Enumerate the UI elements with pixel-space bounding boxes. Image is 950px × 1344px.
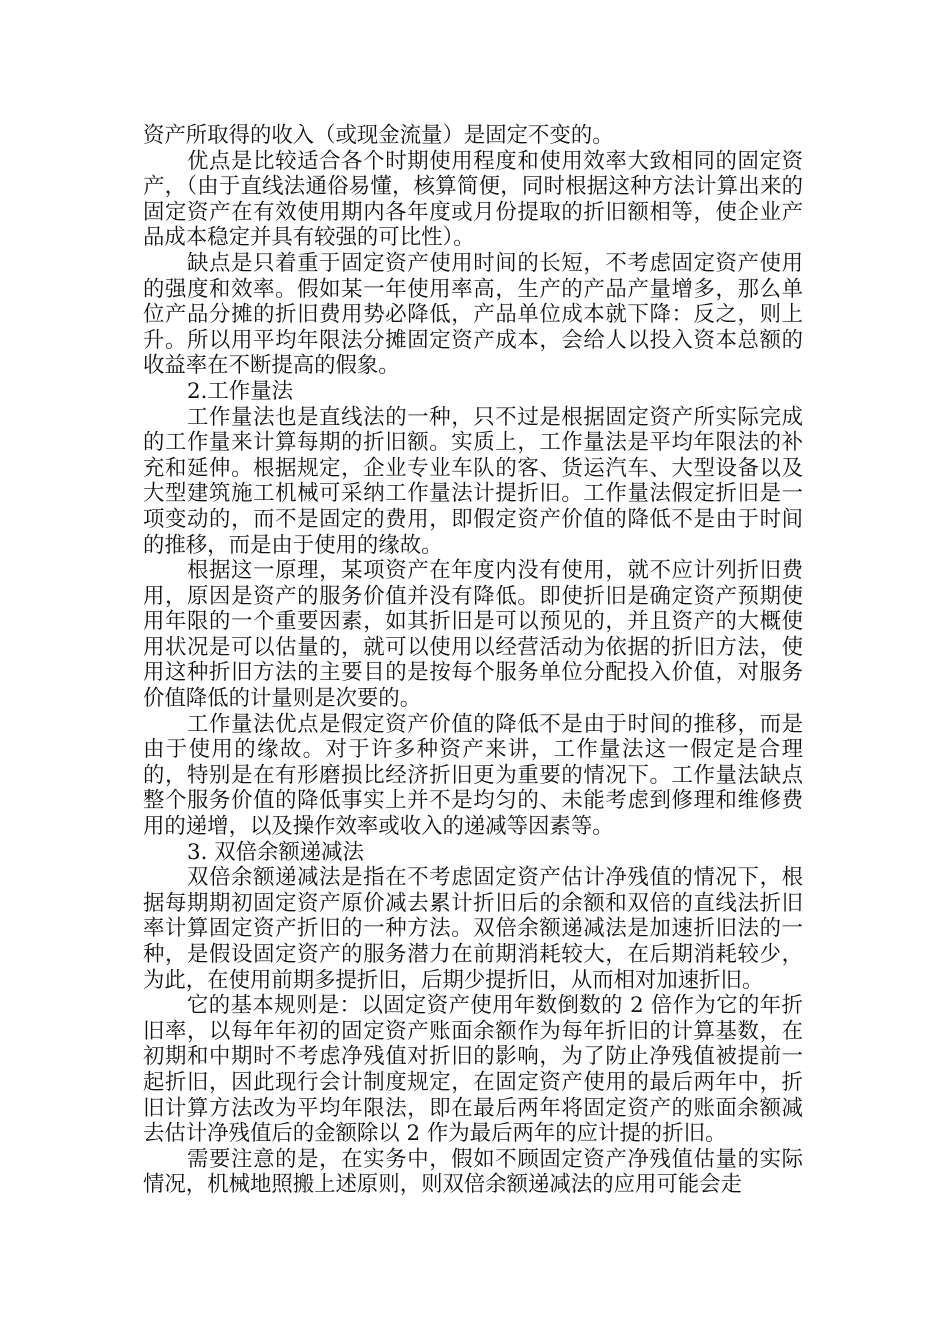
paragraph-7: 工作量法优点是假定资产价值的降低不是由于时间的推移，而是由于使用的缘故。对于许多种资产来讲，工作量法这一假定是合理的，特别是在有形磨损比经济折旧更为重要的情况下。工作量法缺点整个服务价值的降低事实上并不是均匀的、未能考虑到修理和维修费用的递增，以及操作效率或收入的递减等因素等。 — [143, 711, 803, 840]
paragraph-2: 优点是比较适合各个时期使用程度和使用效率大致相同的固定资产，（由于直线法通俗易懂，核算简便，同时根据这种方法计算出来的固定资产在有效使用期内各年度或月份提取的折旧额相等，使企业产品成本稳定并具有较强的可比性）。 — [143, 148, 803, 251]
paragraph-9: 双倍余额递减法是指在不考虑固定资产估计净残值的情况下，根据每期期初固定资产原价减去累计折旧后的余额和双倍的直线法折旧率计算固定资产折旧的一种方法。双倍余额递减法是加速折旧法的一种，是假设固定资产的服务潜力在前期消耗较大，在后期消耗较少，为此，在使用前期多提折旧，后期少提折旧，从而相对加速折旧。 — [143, 865, 803, 993]
paragraph-6: 根据这一原理，某项资产在年度内没有使用，就不应计列折旧费用，原因是资产的服务价值并没有降低。即使折旧是确定资产预期使用年限的一个重要因素，如其折旧是可以预见的，并且资产的大概使用状况是可以估量的，就可以使用以经营活动为依据的折旧方法，使用这种折旧方法的主要目的是按每个服务单位分配投入价值，对服务价值降低的计量则是次要的。 — [143, 558, 803, 712]
document-page — [143, 123, 803, 1198]
paragraph-3: 缺点是只着重于固定资产使用时间的长短，不考虑固定资产使用的强度和效率。假如某一年使用率高，生产的产品产量增多，那么单位产品分摊的折旧费用势必降低，产品单位成本就下降：反之，则上升。所以用平均年限法分摊固定资产成本，会给人以投入资本总额的收益率在不断提高的假象。 — [143, 250, 803, 379]
paragraph-10: 它的基本规则是：以固定资产使用年数倒数的 2 倍作为它的年折旧率，以每年年初的固定资产账面余额作为每年折旧的计算基数，在初期和中期时不考虑净残值对折旧的影响，为了防止净残值被提前一起折旧，因此现行会计制度规定，在固定资产使用的最后两年中，折旧计算方法改为平均年限法，即在最后两年将固定资产的账面余额减去估计净残值后的金额除以 2 作为最后两年的应计提的折旧。 — [143, 993, 803, 1147]
section-heading-double-declining: 3. 双倍余额递减法 — [187, 839, 364, 865]
paragraph-1: 资产所取得的收入（或现金流量）是固定不变的。 — [143, 123, 614, 148]
section-heading-work-volume: 2.工作量法 — [187, 378, 293, 404]
paragraph-5: 工作量法也是直线法的一种，只不过是根据固定资产所实际完成的工作量来计算每期的折旧额。实质上，工作量法是平均年限法的补充和延伸。根据规定，企业专业车队的客、货运汽车、大型设备以及大型建筑施工机械可采纳工作量法计提折旧。工作量法假定折旧是一项变动的，而不是固定的费用，即假定资产价值的降低不是由于时间的推移，而是由于使用的缘故。 — [143, 404, 803, 558]
paragraph-11: 需要注意的是，在实务中，假如不顾固定资产净残值估量的实际情况，机械地照搬上述原则，则双倍余额递减法的应用可能会走 — [143, 1146, 803, 1198]
